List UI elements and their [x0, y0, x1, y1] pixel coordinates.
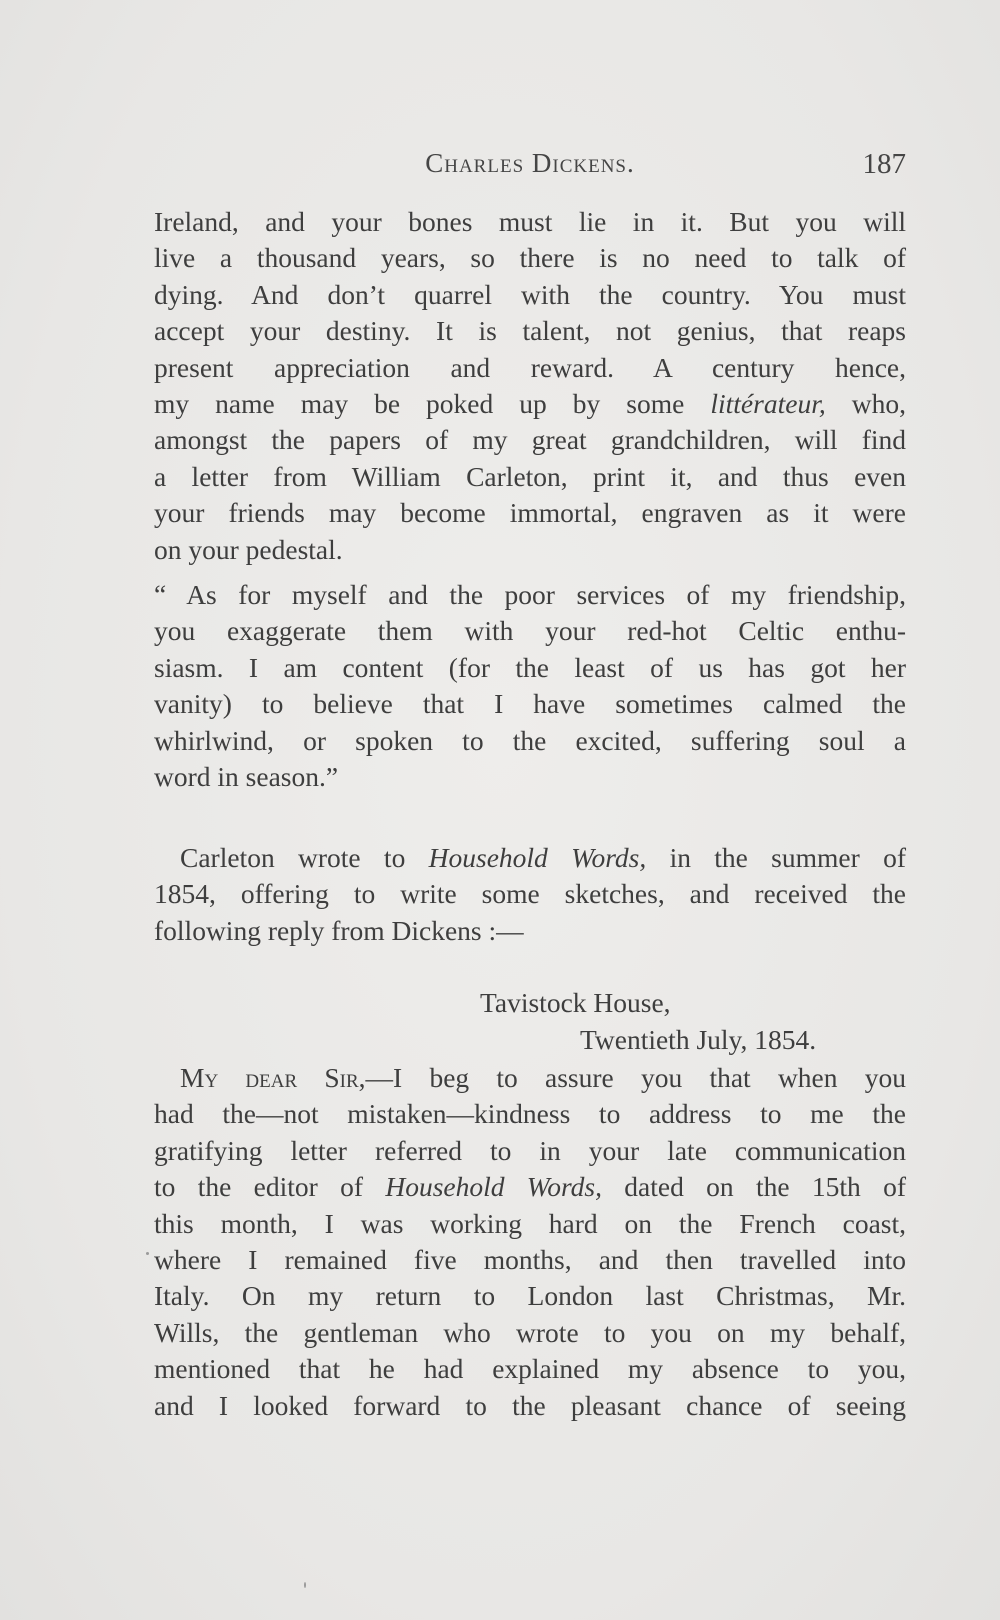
- text-line: [154, 1169, 906, 1205]
- text-span: in the summer of: [669, 842, 907, 873]
- text-line: on your pedestal.: [154, 533, 343, 565]
- text-line: [154, 1060, 906, 1096]
- text-line: you exaggerate them with your red-hot Celtic enthu-: [154, 615, 906, 647]
- letter-address: Tavistock House,: [480, 987, 671, 1018]
- text-span: —I beg to assure you that when you: [365, 1062, 906, 1093]
- text-span: Carleton wrote to: [180, 842, 406, 873]
- paragraph-2: [154, 577, 906, 795]
- italic-title: Household Words,: [428, 842, 647, 873]
- letter-date: Twentieth July, 1854.: [580, 1024, 817, 1055]
- text-line: [154, 386, 906, 422]
- text-line: Italy. On my return to London last Christmas, Mr.: [154, 1280, 906, 1312]
- text-line: had the—not mistaken—kindness to address to me the: [154, 1098, 906, 1130]
- running-head: [154, 148, 906, 188]
- text-line: Ireland, and your bones must lie in it. But you will: [154, 206, 906, 237]
- text-span: who,: [851, 387, 906, 419]
- text-line: mentioned that he had explained my absence to you,: [154, 1353, 906, 1385]
- italic-term: littérateur,: [710, 387, 826, 419]
- salutation: My dear Sir,: [180, 1062, 366, 1093]
- text-line: following reply from Dickens :—: [154, 914, 524, 946]
- text-line: dying. And don’t quarrel with the country. You must: [154, 278, 906, 310]
- text-span: my name may be poked up by some: [154, 387, 685, 419]
- text-line: Wills, the gentleman who wrote to you on my behalf,: [154, 1316, 906, 1348]
- running-title: Charles Dickens.: [425, 148, 635, 178]
- text-line: your friends may become immortal, engraven as it were: [154, 497, 906, 529]
- paper-speck: [146, 1252, 149, 1255]
- text-line: amongst the papers of my great grandchildren, will find: [154, 424, 906, 456]
- text-line: 1854, offering to write some sketches, and received the: [154, 878, 906, 910]
- text-line: word in season.”: [154, 760, 339, 792]
- italic-title: Household Words,: [385, 1171, 602, 1203]
- text-line: this month, I was working hard on the French coast,: [154, 1207, 906, 1239]
- text-line: [154, 840, 906, 876]
- text-line: siasm. I am content (for the least of us has got her: [154, 651, 906, 683]
- text-span: dated on the 15th of: [624, 1171, 907, 1203]
- paragraph-3: [154, 840, 906, 949]
- paragraph-1: [154, 204, 906, 568]
- text-line: whirlwind, or spoken to the excited, suffering soul a: [154, 724, 906, 756]
- text-line: a letter from William Carleton, print it, and thus even: [154, 460, 906, 492]
- text-line: vanity) to believe that I have sometimes calmed the: [154, 688, 906, 720]
- text-line: “ As for myself and the poor services of my friendship,: [154, 579, 906, 610]
- text-line: accept your destiny. It is talent, not genius, that reaps: [154, 315, 906, 347]
- text-line: where I remained five months, and then travelled into: [154, 1243, 906, 1275]
- text-line: present appreciation and reward. A century hence,: [154, 351, 906, 383]
- text-line: gratifying letter referred to in your late communication: [154, 1134, 906, 1166]
- letter-body: [154, 1060, 906, 1424]
- page-number: 187: [862, 148, 906, 180]
- text-line: live a thousand years, so there is no need to talk of: [154, 242, 906, 274]
- paper-speck: [304, 1582, 306, 1588]
- text-line: and I looked forward to the pleasant chance of seeing: [154, 1389, 906, 1421]
- text-span: to the editor of: [154, 1171, 363, 1203]
